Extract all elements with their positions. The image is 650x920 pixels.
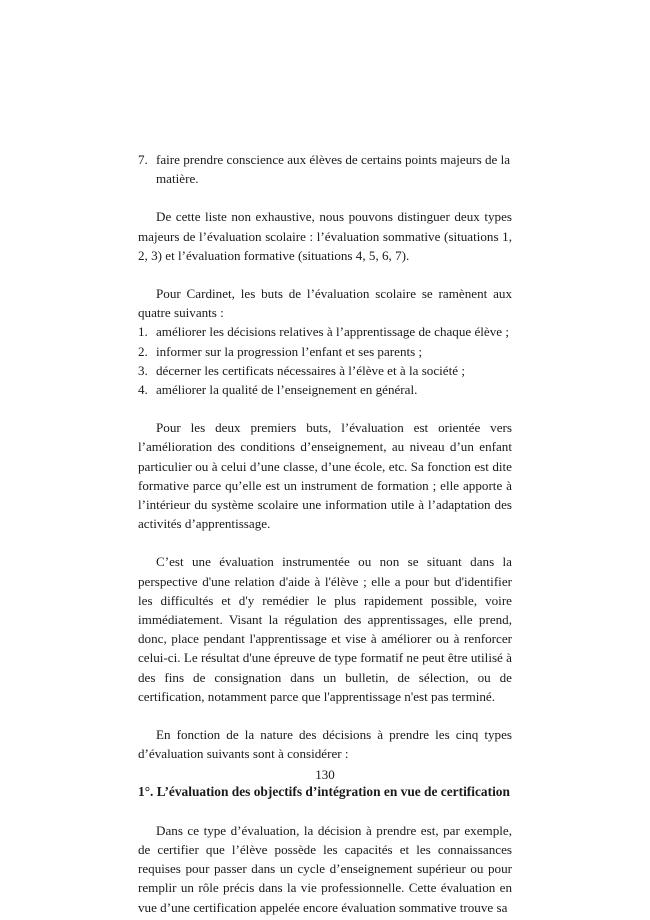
page-number: 130 — [315, 767, 335, 782]
list-item-text: améliorer les décisions relatives à l’apprentissage de chaque élève ; — [156, 324, 510, 340]
goals-list — [138, 322, 512, 399]
list-item — [138, 380, 512, 399]
list-item-text: décerner les certificats nécessaires à l’élève et à la société ; — [156, 362, 465, 378]
paragraph-certification: Dans ce type d’évaluation, la décision à prendre est, par exemple, de certifier que l’élève possède les capacités et les connaissances requises pour passer dans un cycle d’enseignement supérieur ou pour remplir un rôle précis dans la vie professionnelle. Cette évaluation en vue d’une certification appelée encore évaluation sommative trouve sa — [138, 822, 512, 915]
paragraph-five-types: En fonction de la nature des décisions à prendre les cinq types d’évaluation suivants sont à considérer : — [138, 727, 512, 762]
list-item-7 — [138, 150, 512, 188]
list-item — [138, 322, 512, 341]
list-item-text: améliorer la qualité de l’enseignement en général. — [156, 382, 418, 398]
paragraph-formative-function: Pour les deux premiers buts, l’évaluation est orientée vers l’amélioration des conditions d’enseignement, au niveau d’un enfant particulier ou à celui d’une classe, d’une école, etc. Sa fonction est dite formative parce qu’elle est un instrument de formation ; elle apporte à l’intérieur du système scolaire une information utile à l’adaptation des activités d’apprentissage. — [138, 420, 512, 532]
paragraph-evaluation-types: De cette liste non exhaustive, nous pouvons distinguer deux types majeurs de l’évaluation scolaire : l’évaluation sommative (situations 1, 2, 3) et l’évaluation formative (situations 4, 5, 6, 7). — [138, 209, 512, 263]
page-body — [138, 150, 512, 917]
list-item — [138, 361, 512, 380]
list-item-number: 1. — [138, 324, 148, 340]
list-item-number: 7. — [138, 152, 148, 167]
paragraph-cardinet-intro: Pour Cardinet, les buts de l’évaluation scolaire se ramènent aux quatre suivants : — [138, 286, 512, 321]
list-item-text: informer sur la progression l’enfant et ses parents ; — [156, 343, 423, 359]
list-item-number: 2. — [138, 343, 148, 359]
section-heading: 1°. L’évaluation des objectifs d’intégration en vue de certification — [138, 784, 510, 800]
list-item — [138, 342, 512, 361]
list-item-text: faire prendre conscience aux élèves de certains points majeurs de la matière. — [156, 152, 511, 187]
list-item-number: 4. — [138, 382, 148, 398]
list-item-number: 3. — [138, 362, 148, 378]
paragraph-instrumented-evaluation: C’est une évaluation instrumentée ou non se situant dans la perspective d'une relation d'aide à l'élève ; elle a pour but d'identifier les difficultés et d'y remédier le plus rapidement possible, voire immédiatement. Visant la régulation des apprentissages, elle prend, donc, place pendant l'apprentissage et vise à améliorer ou à renforcer celui-ci. Le résultat d'une épreuve de type formatif ne peut être utilisé à des fins de consignation dans un bulletin, de sélection, ou de certification, notamment parce que l'apprentissage n'est pas terminé. — [138, 554, 512, 704]
